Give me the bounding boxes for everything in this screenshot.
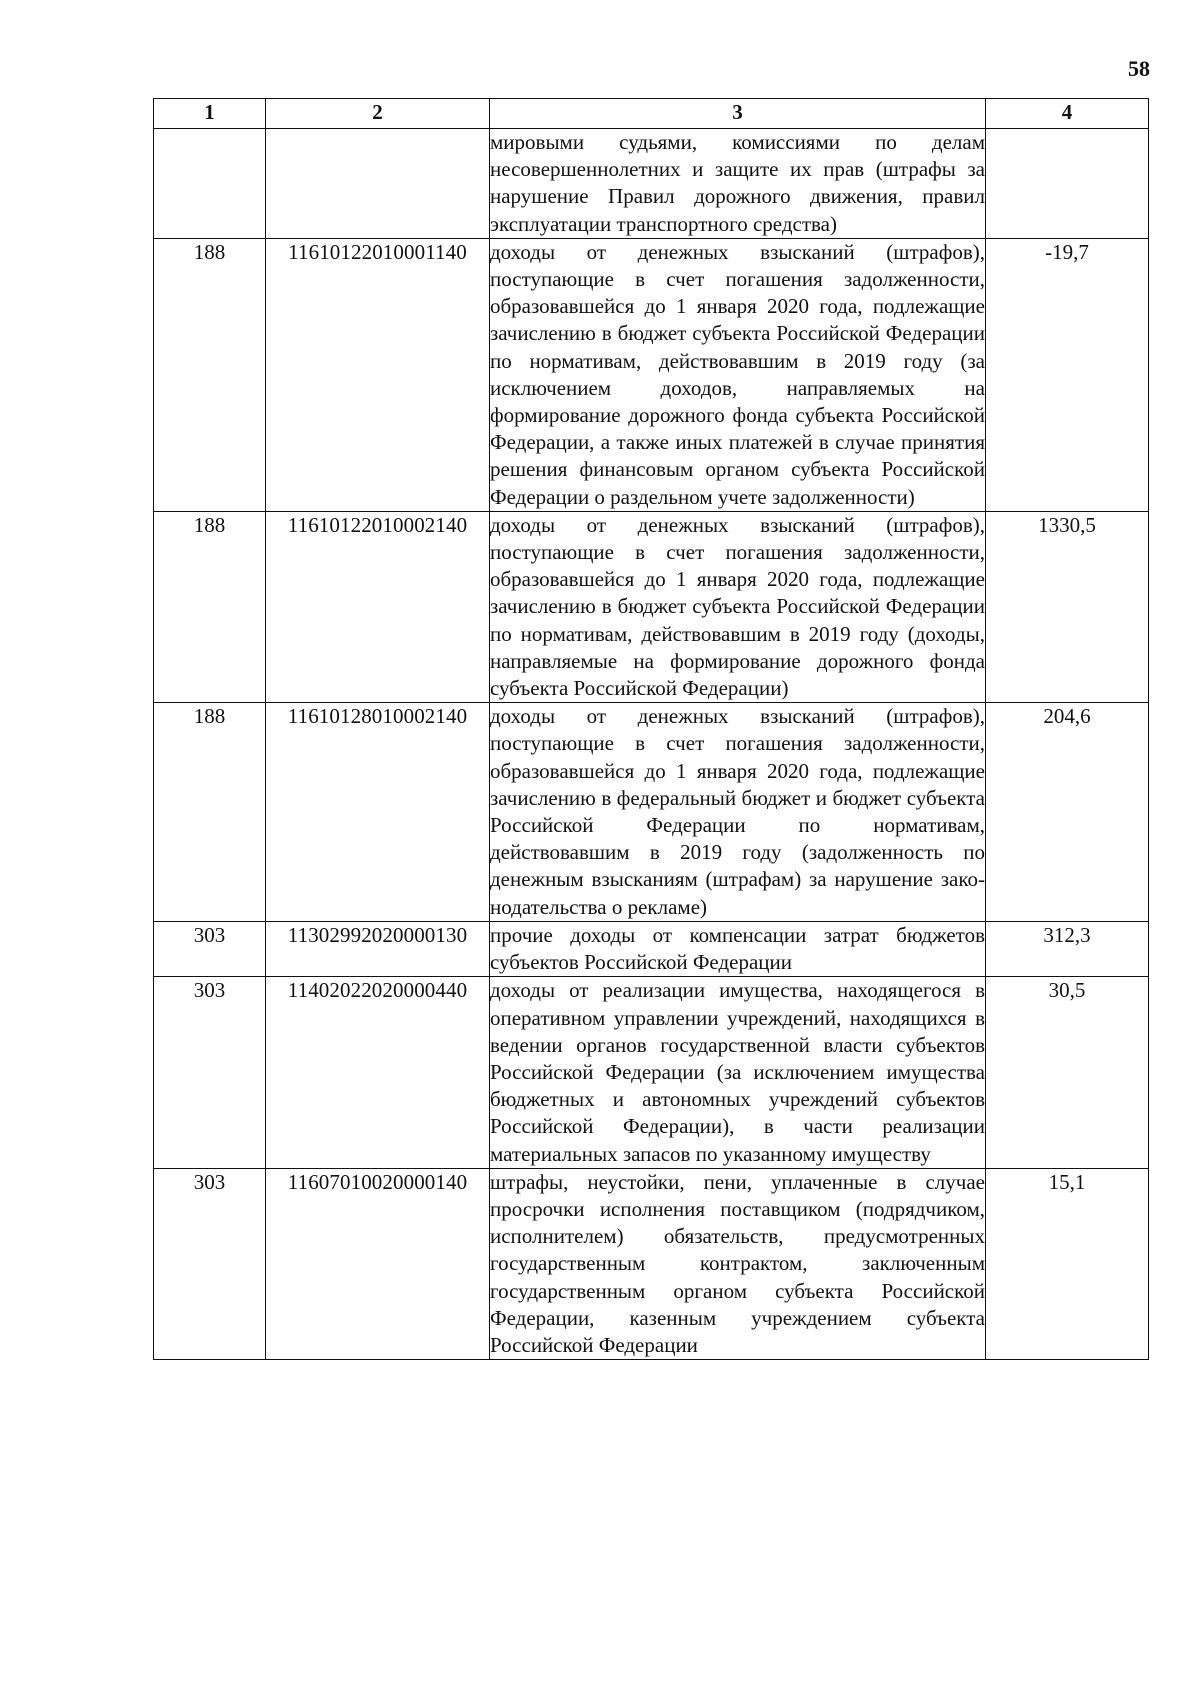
revenue-code-cell xyxy=(266,129,490,239)
header-col-3: 3 xyxy=(490,99,986,129)
table-row xyxy=(154,129,1149,239)
header-col-2: 2 xyxy=(266,99,490,129)
revenue-code-cell: 11607010020000140 xyxy=(266,1168,490,1359)
description-cell: мировыми судьями, комиссиями по делам несовершеннолетних и защите их прав (штрафы за нарушение Правил дорожного движения, правил эксплуатации транспортного средства) xyxy=(490,129,986,239)
admin-code-cell: 188 xyxy=(154,511,266,702)
amount-cell: -19,7 xyxy=(986,238,1149,511)
amount-cell: 312,3 xyxy=(986,921,1149,976)
table-header-row xyxy=(154,99,1149,129)
description-cell: прочие доходы от компенсации затрат бюджетов субъектов Российской Федерации xyxy=(490,921,986,976)
description-cell: доходы от реализации имущества, находящегося в оперативном управлении учреждений, находящихся в ведении органов государственной власти субъектов Российской Федерации (за исключением имущества бюджетных и автономных учреждений субъектов Российской Федерации), в части реализации материальных запасов по указанному имуществу xyxy=(490,977,986,1168)
amount-cell: 30,5 xyxy=(986,977,1149,1168)
header-col-1: 1 xyxy=(154,99,266,129)
admin-code-cell: 303 xyxy=(154,977,266,1168)
table-row xyxy=(154,921,1149,976)
admin-code-cell: 303 xyxy=(154,921,266,976)
revenue-code-cell: 11610128010002140 xyxy=(266,703,490,922)
amount-cell: 1330,5 xyxy=(986,511,1149,702)
admin-code-cell: 188 xyxy=(154,238,266,511)
admin-code-cell: 303 xyxy=(154,1168,266,1359)
revenue-code-cell: 11402022020000440 xyxy=(266,977,490,1168)
table-row xyxy=(154,238,1149,511)
revenue-code-cell: 11610122010002140 xyxy=(266,511,490,702)
table-row xyxy=(154,977,1149,1168)
description-cell: доходы от денежных взысканий (штрафов), поступающие в счет погашения задолженности, образовавшейся до 1 января 2020 года, подлежащие зачислению в федеральный бюджет и бюджет субъекта Российской Федерации по нормативам, действовавшим в 2019 году (задолженность по денежным взысканиям (штрафам) за нарушение законодательства о рекламе) xyxy=(490,703,986,922)
description-cell: штрафы, неустойки, пени, уплаченные в случае просрочки исполнения поставщиком (подрядчиком, исполнителем) обязательств, предусмотренных государственным контрактом, заключенным государственным органом субъекта Российской Федерации, казенным учреждением субъекта Российской Федерации xyxy=(490,1168,986,1359)
admin-code-cell: 188 xyxy=(154,703,266,922)
amount-cell xyxy=(986,129,1149,239)
header-col-4: 4 xyxy=(986,99,1149,129)
revenue-code-cell: 11302992020000130 xyxy=(266,921,490,976)
description-cell: доходы от денежных взысканий (штрафов), поступающие в счет погашения задолженности, образовавшейся до 1 января 2020 года, подлежащие зачислению в бюджет субъекта Российской Федерации по нормативам, действовавшим в 2019 году (за исключением доходов, направляемых на формирование дорожного фонда субъекта Российской Федерации, а также иных платежей в случае принятия решения финансовым органом субъекта Российской Федерации о раздельном учете задолженности) xyxy=(490,238,986,511)
description-cell: доходы от денежных взысканий (штрафов), поступающие в счет погашения задолженности, образовавшейся до 1 января 2020 года, подлежащие зачислению в бюджет субъекта Российской Федерации по нормативам, действовавшим в 2019 году (доходы, направляемые на формирование дорожного фонда субъекта Российской Федерации) xyxy=(490,511,986,702)
table-row xyxy=(154,1168,1149,1359)
amount-cell: 15,1 xyxy=(986,1168,1149,1359)
revenue-table xyxy=(153,98,1149,1360)
revenue-code-cell: 11610122010001140 xyxy=(266,238,490,511)
table-row xyxy=(154,703,1149,922)
page-number: 58 xyxy=(1128,56,1150,81)
amount-cell: 204,6 xyxy=(986,703,1149,922)
admin-code-cell xyxy=(154,129,266,239)
table-row xyxy=(154,511,1149,702)
